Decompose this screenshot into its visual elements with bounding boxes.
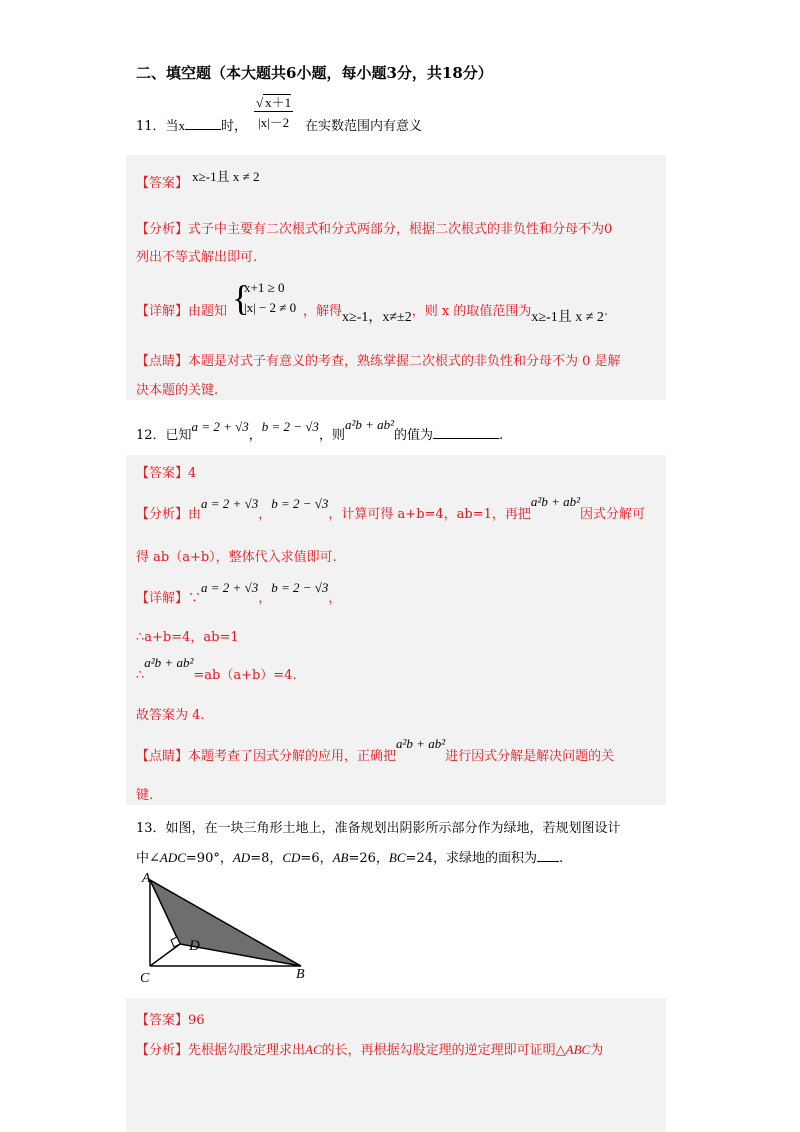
q12-answer-value: 4 (188, 466, 197, 481)
q12-analysis-line2: 得 ab（a+b），整体代入求值即可. (136, 550, 337, 565)
label-c: C (140, 971, 150, 986)
q13-line2: 中∠ADC=90°，AD=8，CD=6，AB=26，BC=24，求绿地的面积为 . (136, 850, 564, 866)
label-a: A (142, 871, 151, 886)
segment-cd (150, 944, 180, 966)
q11-tail: 在实数范围内有意义 (305, 119, 423, 134)
q12-detail: 【详解】∵a = 2 + √3，b = 2 − √3， (136, 580, 342, 606)
q13-analysis: 【分析】先根据勾股定理求出AC的长，再根据勾股定理的逆定理即可证明△ABC为 (136, 1042, 604, 1058)
label-d: D (189, 938, 200, 954)
q11-detail: 【详解】由题知 (136, 304, 228, 319)
q12-answer: 【答案】4 (136, 466, 197, 481)
triangle-figure (136, 868, 316, 990)
q13-answer-value: 96 (188, 1013, 205, 1028)
label-b: B (296, 967, 305, 982)
q11-stem: 11．当x 时， (136, 118, 248, 134)
q11-detail-rest: ，解得x≥-1，x≠±2，则 x 的取值范围为x≥-1且 x ≠ 2. (303, 304, 609, 325)
q13-answer-band (126, 998, 666, 1132)
q11-system: { x+1 ≥ 0 |x| − 2 ≠ 0 (232, 278, 297, 318)
q12-analysis-line1: 【分析】由a = 2 + √3，b = 2 − √3，计算可得 a+b=4，ab=1，再把a²b + ab²因式分解可 (136, 494, 646, 522)
q11-comment-line2: 决本题的关键. (136, 383, 219, 398)
q11-analysis-line2: 列出不等式解出即可. (136, 250, 258, 265)
q11-analysis-line1: 【分析】式子中主要有二次根式和分式两部分，根据二次根式的非负性和分母不为0 (136, 222, 613, 237)
q12-stem: 12．已知a = 2 + √3，b = 2 − √3，则a²b + ab²的值为 . (136, 417, 504, 443)
q12-comment-line2: 键. (136, 788, 154, 803)
q11-comment-line1: 【点睛】本题是对式子有意义的考查，熟练掌握二次根式的非负性和分母不为 0 是解 (136, 354, 621, 369)
q12-comment-line1: 【点睛】本题考查了因式分解的应用，正确把a²b + ab²进行因式分解是解决问题的关 (136, 736, 615, 764)
shaded-region (150, 880, 301, 966)
answer-label: 【答案】 (136, 176, 189, 191)
section-title: 二、填空题（本大题共6小题，每小题3分，共18分） (136, 64, 493, 82)
q13-answer: 【答案】96 (136, 1013, 205, 1028)
q11-answer-value: x≥-1且 x ≠ 2 (192, 169, 260, 184)
q11-answer (136, 169, 260, 191)
q13-line1: 13．如图，在一块三角形土地上，准备规划出阴影所示部分作为绿地，若规划图设计 (136, 821, 621, 836)
q12-line-sum: ∴a+b=4，ab=1 (136, 630, 239, 645)
q12-conclusion: 故答案为 4. (136, 708, 205, 723)
q12-line-factor: ∴a²b + ab²=ab（a+b）=4. (136, 655, 297, 683)
q11-fraction: $\frac{√ x+1}{|x|-2}$ (254, 92, 293, 131)
